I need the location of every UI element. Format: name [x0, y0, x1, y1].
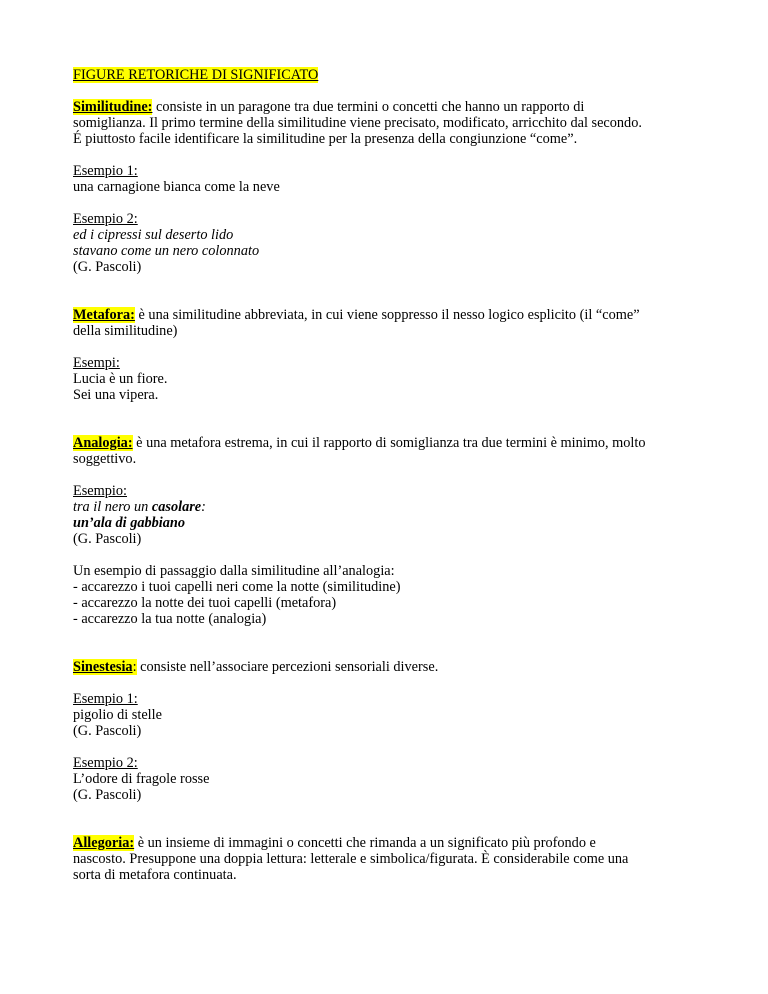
metafora-definition	[73, 307, 703, 339]
example-label: Esempio:	[73, 483, 128, 499]
example-label: Esempi:	[73, 355, 120, 371]
allegoria-def-line: è un insieme di immagini o concetti che rimanda a un significato più profondo e	[134, 835, 596, 851]
example-label: Esempio 2:	[73, 755, 138, 771]
allegoria-term: Allegoria:	[73, 835, 135, 851]
metafora-examples	[73, 355, 703, 403]
sinestesia-definition	[73, 659, 703, 675]
analogia-term: Analogia:	[73, 435, 133, 451]
example-verse: un’ala di gabbiano	[73, 515, 186, 531]
passage-item: - accarezzo la notte dei tuoi capelli (metafora)	[73, 595, 337, 611]
page-title	[73, 67, 703, 83]
passage-item: - accarezzo i tuoi capelli neri come la notte (similitudine)	[73, 579, 401, 595]
title-text: FIGURE RETORICHE DI SIGNIFICATO	[73, 67, 319, 83]
sinestesia-term: Sinestesia	[73, 659, 133, 675]
metafora-def-line: della similitudine)	[73, 323, 178, 339]
analogia-def-line: è una metafora estrema, in cui il rapporto di somiglianza tra due termini è minimo, molto	[132, 435, 646, 451]
example-verse-bold: casolare	[151, 499, 202, 515]
analogia-def-line: soggettivo.	[73, 451, 137, 467]
analogia-example	[73, 483, 703, 547]
metafora-term: Metafora:	[73, 307, 135, 323]
example-text: una carnagione bianca come la neve	[73, 179, 280, 195]
example-text: Lucia è un fiore.	[73, 371, 168, 387]
example-text: L’odore di fragole rosse	[73, 771, 210, 787]
allegoria-def-line: sorta di metafora continuata.	[73, 867, 237, 883]
example-author: (G. Pascoli)	[73, 531, 142, 547]
similitudine-def-line: É piuttosto facile identificare la similitudine per la presenza della congiunzione “come”.	[73, 131, 578, 147]
sinestesia-colon: :	[132, 659, 137, 675]
example-label: Esempio 1:	[73, 163, 138, 179]
sinestesia-example-2	[73, 755, 703, 803]
example-label: Esempio 2:	[73, 211, 138, 227]
example-verse-part: tra il nero un	[73, 499, 152, 515]
passage-intro: Un esempio di passaggio dalla similitudine all’analogia:	[73, 563, 395, 579]
similitudine-definition	[73, 99, 703, 147]
example-verse: stavano come un nero colonnato	[73, 243, 260, 259]
allegoria-definition	[73, 835, 703, 883]
example-author: (G. Pascoli)	[73, 259, 142, 275]
allegoria-def-line: nascosto. Presuppone una doppia lettura: letterale e simbolica/figurata. È considerabile come una	[73, 851, 629, 867]
similitudine-def-line: somiglianza. Il primo termine della similitudine viene precisato, modificato, arricchito dal secondo.	[73, 115, 642, 131]
analogia-definition	[73, 435, 703, 467]
metafora-def-line: è una similitudine abbreviata, in cui viene soppresso il nesso logico esplicito (il “come”	[134, 307, 640, 323]
similitudine-example-2	[73, 211, 703, 275]
example-author: (G. Pascoli)	[73, 723, 142, 739]
similitudine-example-1	[73, 163, 703, 195]
similitudine-def-line: consiste in un paragone tra due termini o concetti che hanno un rapporto di	[152, 99, 585, 115]
passage-item: - accarezzo la tua notte (analogia)	[73, 611, 267, 627]
example-label: Esempio 1:	[73, 691, 138, 707]
example-verse: ed i cipressi sul deserto lido	[73, 227, 234, 243]
example-author: (G. Pascoli)	[73, 787, 142, 803]
document-body	[73, 67, 703, 883]
sinestesia-example-1	[73, 691, 703, 739]
example-text: Sei una vipera.	[73, 387, 159, 403]
similitudine-term: Similitudine:	[73, 99, 153, 115]
sinestesia-def: consiste nell’associare percezioni sensoriali diverse.	[136, 659, 439, 675]
example-verse-part: :	[201, 499, 206, 515]
example-text: pigolio di stelle	[73, 707, 162, 723]
analogia-passage	[73, 563, 703, 627]
